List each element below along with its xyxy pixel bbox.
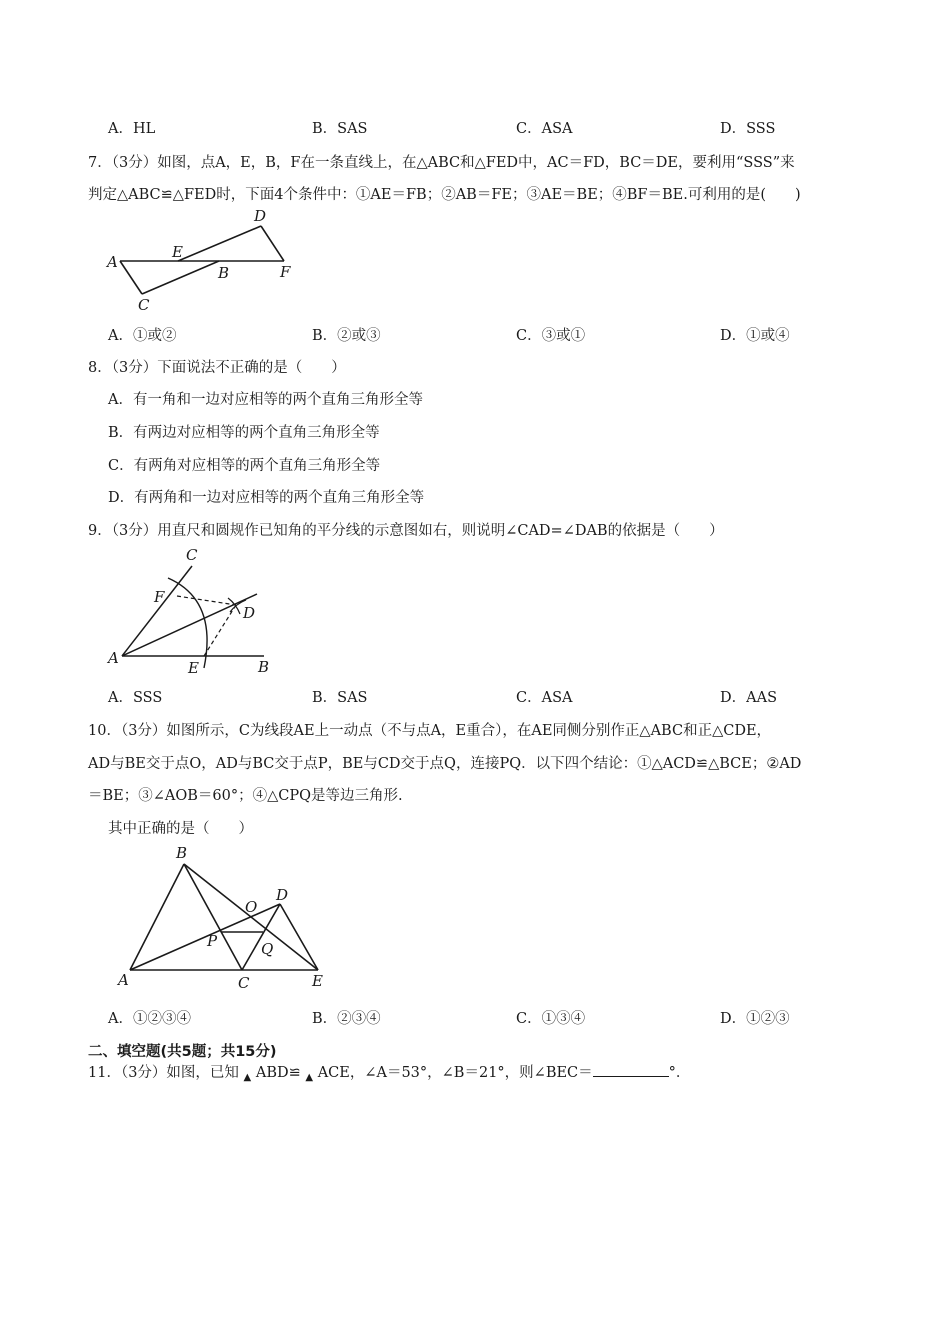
q8-option-d: D．有两角和一边对应相等的两个直角三角形全等 bbox=[108, 490, 425, 506]
q6-option-d: D．SSS bbox=[720, 121, 776, 137]
q10-label-o: O bbox=[245, 898, 258, 916]
q6-option-b: B．SAS bbox=[312, 121, 368, 137]
q11-text-part4: °． bbox=[668, 1065, 691, 1081]
q11-text-part2: ABD≌ bbox=[255, 1065, 301, 1081]
q9-label-b: B bbox=[258, 658, 270, 676]
q11-text-part3: ACE，∠A＝53°，∠B＝21°，则∠BEC＝ bbox=[317, 1065, 593, 1081]
q10-figure bbox=[110, 842, 340, 997]
q9-option-d: D．AAS bbox=[720, 690, 778, 706]
q9-figure bbox=[100, 540, 280, 680]
q7-label-e: E bbox=[172, 243, 183, 261]
q10-label-e: E bbox=[312, 972, 323, 990]
q7-text-line2: 判定△ABC≌△FED时，下面4个条件中：①AE＝FB；②AB＝FE；③AE＝BE；④BF＝BE.可利用的是( ) bbox=[88, 187, 801, 203]
q9-text-line1: 9．（3分）用直尺和圆规作已知角的平分线的示意图如右，则说明∠CAD=∠DAB的依据是（ ） bbox=[88, 523, 724, 539]
q7-label-b: B bbox=[218, 264, 230, 282]
q7-label-c: C bbox=[138, 296, 150, 314]
q10-option-d: D．①②③ bbox=[720, 1011, 790, 1027]
q7-option-b: B．②或③ bbox=[312, 328, 381, 344]
q9-option-b: B．SAS bbox=[312, 690, 368, 706]
q7-text-line1: 7．（3分）如图，点A，E，B，F在一条直线上，在△ABC和△FED中，AC＝FD，BC＝DE，要利用“SSS”来 bbox=[88, 155, 795, 171]
section-2-title: 二、填空题(共5题；共15分) bbox=[88, 1044, 277, 1060]
triangle-icon: ▲ bbox=[305, 1072, 314, 1083]
q10-option-b: B．②③④ bbox=[312, 1011, 381, 1027]
q9-label-c: C bbox=[186, 546, 198, 564]
q6-option-a: A．HL bbox=[108, 121, 156, 137]
q10-text-line1: 10．（3分）如图所示，C为线段AE上一动点（不与点A，E重合），在AE同侧分别作正△ABC和正△CDE， bbox=[88, 723, 772, 739]
q9-label-d: D bbox=[243, 604, 256, 622]
q6-option-c: C．ASA bbox=[516, 121, 573, 137]
q10-text-line2: AD与BE交于点O，AD与BC交于点P，BE与CD交于点Q，连接PQ．以下四个结论：①△ACD≌△BCE；②AD bbox=[88, 756, 802, 772]
q9-option-c: C．ASA bbox=[516, 690, 573, 706]
q8-option-c: C．有两角对应相等的两个直角三角形全等 bbox=[108, 458, 381, 474]
q10-label-q: Q bbox=[261, 940, 274, 958]
q10-label-p: P bbox=[207, 932, 218, 950]
q8-option-a: A．有一角和一边对应相等的两个直角三角形全等 bbox=[108, 392, 423, 408]
q9-label-f: F bbox=[154, 588, 165, 606]
q10-label-a: A bbox=[118, 971, 129, 989]
q10-label-c: C bbox=[238, 974, 250, 992]
q10-option-c: C．①③④ bbox=[516, 1011, 586, 1027]
q9-label-a: A bbox=[108, 649, 119, 667]
q7-option-c: C．③或① bbox=[516, 328, 586, 344]
q7-label-f: F bbox=[280, 263, 291, 281]
q10-label-d: D bbox=[276, 886, 289, 904]
q9-label-e: E bbox=[188, 659, 199, 677]
q7-label-d: D bbox=[254, 207, 267, 225]
q8-text-line1: 8．（3分）下面说法不正确的是（ ） bbox=[88, 360, 346, 376]
q9-option-a: A．SSS bbox=[108, 690, 163, 706]
q8-option-b: B．有两边对应相等的两个直角三角形全等 bbox=[108, 425, 380, 441]
q7-figure bbox=[104, 205, 304, 317]
q11-text bbox=[88, 1061, 690, 1083]
q10-text-line3: ＝BE；③∠AOB＝60°；④△CPQ是等边三角形. bbox=[88, 788, 403, 804]
q7-option-d: D．①或④ bbox=[720, 328, 790, 344]
q10-option-a: A．①②③④ bbox=[108, 1011, 191, 1027]
triangle-icon: ▲ bbox=[243, 1072, 252, 1083]
q10-label-b: B bbox=[176, 844, 188, 862]
q10-text-line4: 其中正确的是（ ） bbox=[108, 821, 253, 837]
q7-label-a: A bbox=[107, 253, 118, 271]
q11-answer-blank[interactable] bbox=[593, 1062, 669, 1077]
q7-option-a: A．①或② bbox=[108, 328, 177, 344]
q11-text-part1: 11．（3分）如图，已知 bbox=[88, 1065, 239, 1081]
